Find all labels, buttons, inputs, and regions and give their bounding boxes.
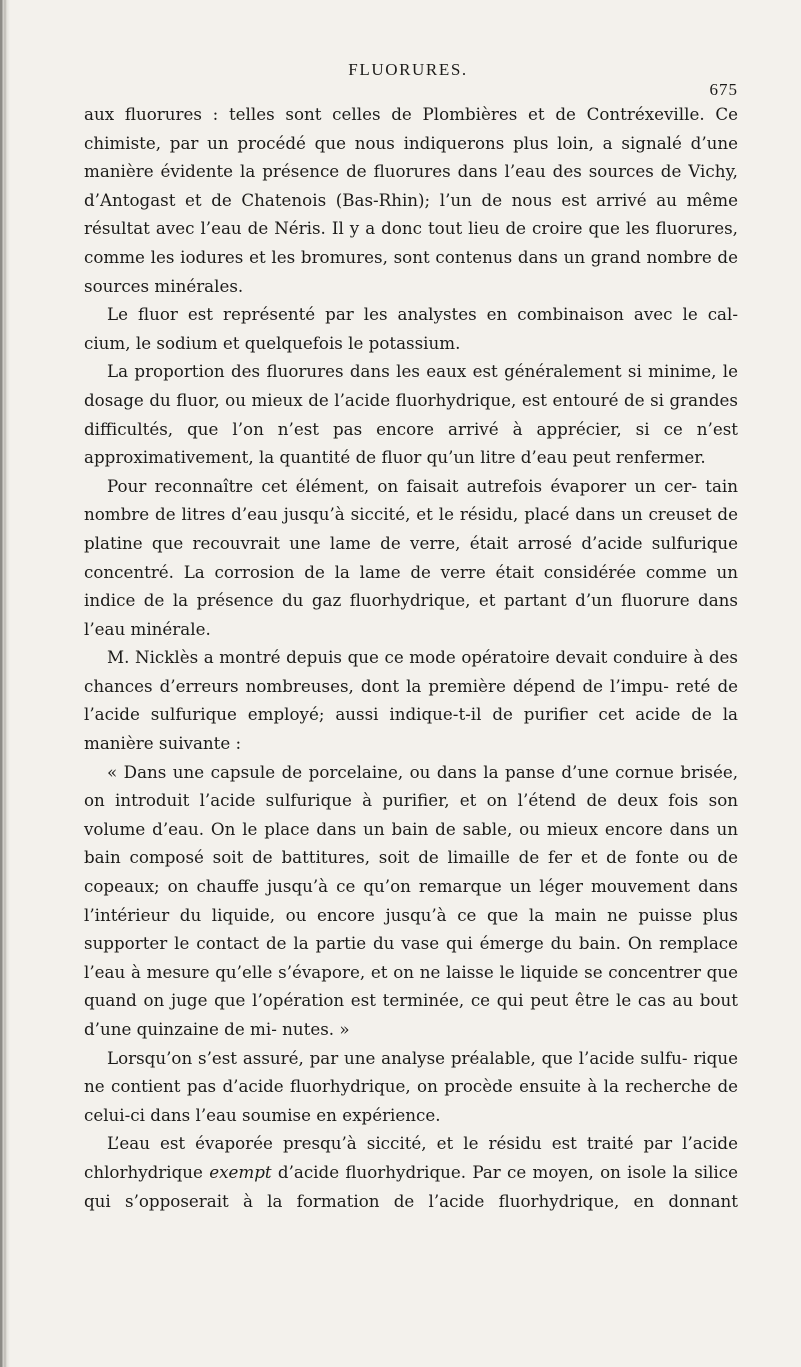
emphasis-exempt: exempt	[209, 1161, 272, 1182]
paragraph-5: M. Nicklès a montré depuis que ce mode opératoire devait conduire à des chances d’erreurs nombreuses, dont la première dépend de l’impu- reté de l’acide sulfurique employé; aussi indique-t-il de purifier cet acide de la manière suivante :	[84, 647, 738, 754]
page-edge	[0, 0, 10, 1367]
paragraph-8	[84, 1129, 738, 1215]
page-header	[78, 58, 738, 98]
quotation-paragraph: « Dans une capsule de porcelaine, ou dans la panse d’une cornue brisée, on introduit l’acide sulfurique à purifier, et on l’étend de deux fois son volume d’eau. On le place dans un bain de sable, ou mieux encore dans un bain composé soit de battitures, soit de limaille de fer et de fonte ou de copeaux; on chauffe jusqu’à ce qu’on remarque un léger mouvement dans l’intérieur du liquide, ou encore jusqu’à ce que la main ne puisse plus supporter le contact de la partie du vase qui émerge du bain. On remplace l’eau à mesure qu’elle s’évapore, et on ne laisse le liquide se concentrer que quand on juge que l’opération est terminée, ce qui peut être le cas au bout d’une quinzaine de mi- nutes. »	[84, 761, 738, 1039]
page-number: 675	[709, 80, 738, 99]
paragraph-3: La proportion des fluorures dans les eaux est généralement si minime, le dosage du fluor, ou mieux de l’acide fluorhydrique, est entouré de si grandes difficultés, que l’on n’est pas encore arrivé à apprécier, si ce n’est approximativement, la quantité de fluor qu’un litre d’eau peut renfermer.	[84, 361, 738, 468]
paragraph-1: aux fluorures : telles sont celles de Plombières et de Contréxeville. Ce chimiste, par un procédé que nous indiquerons plus loin, a signalé d’une manière évidente la présence de fluorures dans l’eau des sources de Vichy, d’Antogast et de Chatenois (Bas-Rhin); l’un de nous est arrivé au même résultat avec l’eau de Néris. Il y a donc tout lieu de croire que les fluorures, comme les iodures et les bromures, sont contenus dans un grand nombre de sources minérales.	[84, 104, 738, 296]
paragraph-7: Lorsqu’on s’est assuré, par une analyse préalable, que l’acide sulfu- rique ne contient pas d’acide fluorhydrique, on procède ensuite à la recherche de celui-ci dans l’eau soumise en expérience.	[84, 1047, 738, 1125]
body-text	[84, 100, 738, 1215]
paragraph-4: Pour reconnaître cet élément, on faisait autrefois évaporer un cer- tain nombre de litres d’eau jusqu’à siccité, et le résidu, placé dans un creuset de platine que recouvrait une lame de verre, était arrosé d’acide sulfurique concentré. La corrosion de la lame de verre était considérée comme un indice de la présence du gaz fluorhydrique, et partant d’un fluorure dans l’eau minérale.	[84, 475, 738, 639]
paragraph-2: Le fluor est représenté par les analystes en combinaison avec le cal- cium, le sodium et quelquefois le potassium.	[84, 304, 738, 353]
paragraph-8-text-a: L’eau est évaporée presqu’à siccité, et le résidu est traité par l’acide chlorhydrique	[84, 1133, 738, 1182]
paragraph-8-text-b: d’acide fluorhydrique. Par ce moyen, on isole la silice qui s’opposerait à la formation de l’acide fluorhydrique, en donnant	[84, 1161, 738, 1211]
running-head: FLUORURES.	[348, 60, 468, 79]
